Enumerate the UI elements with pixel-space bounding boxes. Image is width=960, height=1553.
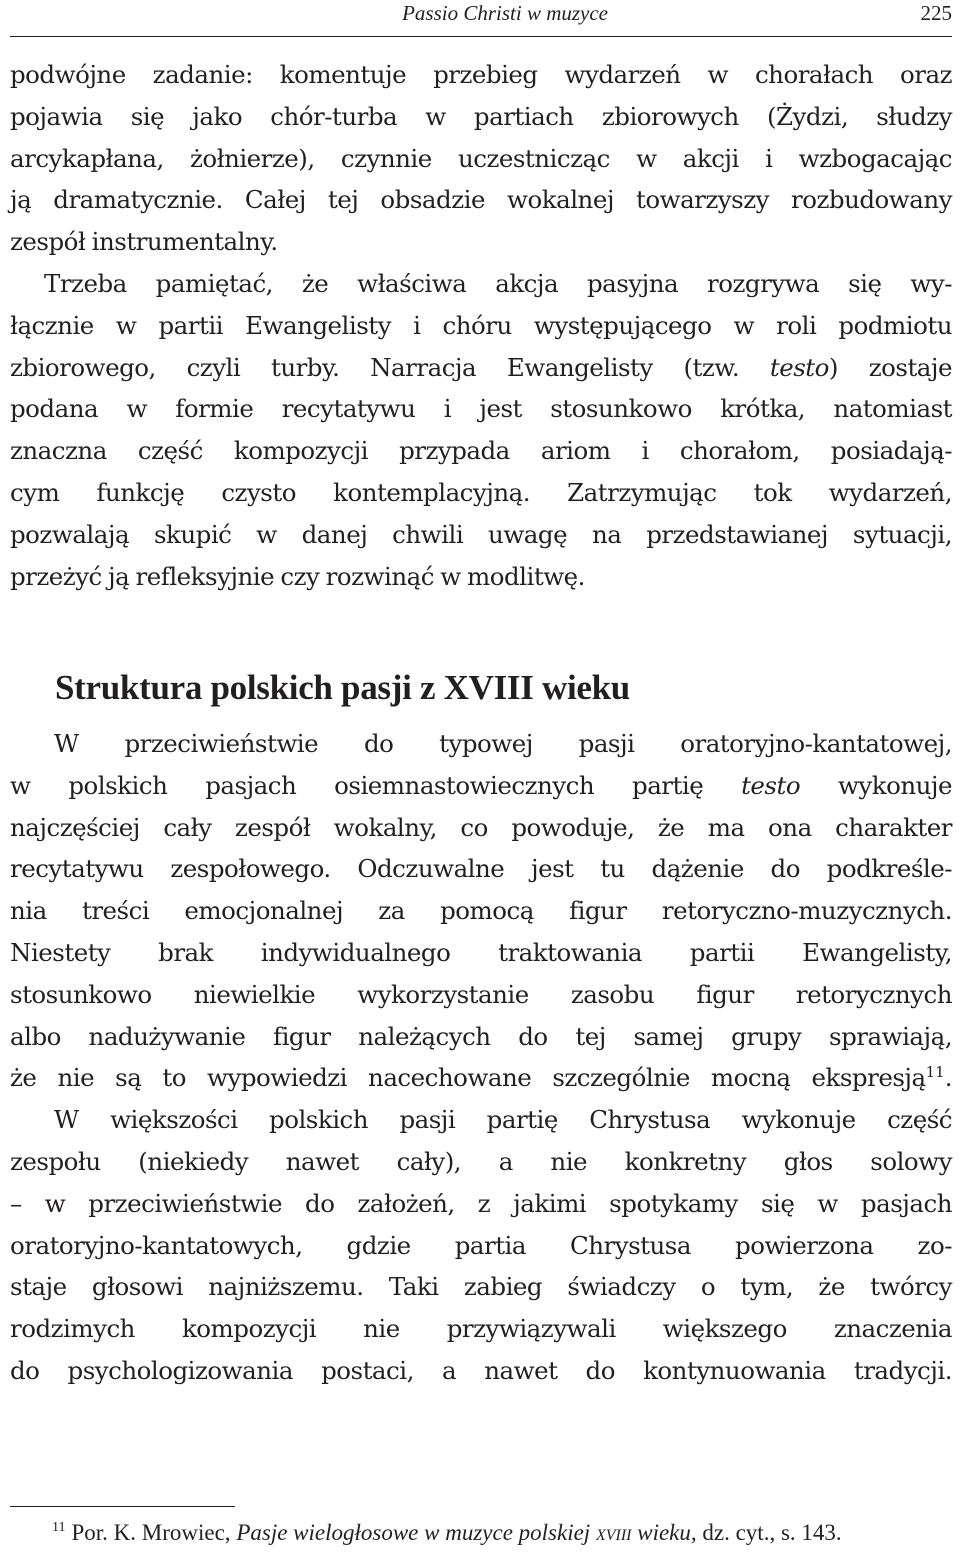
footnote-reference[interactable]: 11 [925, 1063, 945, 1082]
running-title: Passio Christi w muzyce [402, 1, 608, 25]
text-line: rodzimych kompozycji nie przywiązywali większego znaczenia [10, 1314, 952, 1344]
footnote-lead: Por. K. Mrowiec, [71, 1520, 237, 1545]
text-line: najczęściej cały zespół wokalny, co powoduje, że ma ona charakter [10, 812, 952, 842]
text-line: recytatywu zespołowego. Odczuwalne jest tu dążenie do podkreśle- [10, 854, 952, 884]
text-line: cym funkcję czysto kontemplacyjną. Zatrzymując tok wydarzeń, [10, 477, 952, 507]
text-line: pozwalają skupić w danej chwili uwagę na przedstawianej sytuacji, [10, 519, 952, 549]
text-line: arcykapłana, żołnierze), czynnie uczestnicząc w akcji i wzbogacając [10, 143, 952, 173]
italic-term: testo [769, 352, 829, 382]
text-run: w polskich pasjach osiemnastowiecznych partię [10, 770, 742, 800]
text-line: do psychologizowania postaci, a nawet do kontynuowania tradycji. [10, 1355, 952, 1385]
text-line [10, 1099, 952, 1141]
footnote-number: 11 [52, 1520, 66, 1535]
text-line: przeżyć ją refleksyjnie czy rozwinąć w modlitwę. [10, 561, 585, 591]
text-line: łącznie w partii Ewangelisty i chóru występującego w roli podmiotu [10, 310, 952, 340]
page-number: 225 [920, 1, 952, 25]
text-run: że nie są to wypowiedzi nacechowane szczególnie mocną ekspresją [10, 1063, 926, 1093]
footnote [52, 1518, 842, 1548]
text-line [10, 723, 952, 765]
text-run: ) zostaje [828, 352, 952, 382]
text-line: staje głosowi najniższemu. Taki zabieg świadczy o tym, że twórcy [10, 1272, 952, 1302]
text-line: znaczna część kompozycji przypada ariom i chorałom, posiadają- [10, 436, 952, 466]
text-line [10, 347, 952, 389]
text-line [10, 263, 952, 305]
text-line: Niestety brak indywidualnego traktowania partii Ewangelisty, [10, 937, 952, 967]
text-line [10, 1057, 952, 1099]
text-line: oratoryjno-kantatowych, gdzie partia Chrystusa powierzona zo- [10, 1230, 952, 1260]
header-rule [10, 36, 952, 37]
footnote-title-part: Pasje wielogłosowe w muzyce polskiej [236, 1520, 596, 1545]
footnote-title-part: wieku [631, 1520, 691, 1545]
indent-text: Trzeba pamiętać, że właściwa akcja pasyjna rozgrywa się wy- [44, 268, 952, 298]
indent-text: W większości polskich pasji partię Chrystusa wykonuje część [54, 1105, 952, 1135]
text-run: wykonuje [800, 770, 953, 800]
text-run: zbiorowego, czyli turby. Narracja Ewangelisty (tzw. [10, 352, 770, 382]
text-line: zespół instrumentalny. [10, 227, 278, 257]
text-line: – w przeciwieństwie do założeń, z jakimi spotykamy się w pasjach [10, 1188, 952, 1218]
section-heading: Struktura polskich pasji z XVIII wieku [55, 668, 630, 707]
text-line: podwójne zadanie: komentuje przebieg wydarzeń w chorałach oraz [10, 60, 952, 89]
text-line: pojawia się jako chór-turba w partiach zbiorowych (Żydzi, słudzy [10, 101, 952, 131]
text-run: . [944, 1063, 952, 1093]
text-line: podana w formie recytatywu i jest stosunkowo krótka, natomiast [10, 394, 952, 424]
text-line: nia treści emocjonalnej za pomocą figur retoryczno-muzycznych. [10, 896, 952, 926]
paragraph-block-2 [10, 723, 952, 1392]
paragraph-block-1 [10, 54, 952, 597]
text-line [10, 765, 952, 807]
footnote-title-century: xviii [595, 1520, 632, 1545]
running-head [0, 0, 960, 40]
text-line: stosunkowo niewielkie wykorzystanie zasobu figur retorycznych [10, 979, 952, 1009]
footnote-tail: , dz. cyt., s. 143. [690, 1520, 842, 1545]
footnote-title [236, 1520, 691, 1545]
footnote-rule [10, 1506, 235, 1507]
indent-text: W przeciwieństwie do typowej pasji oratoryjno-kantatowej, [54, 729, 952, 758]
text-line: albo nadużywanie figur należących do tej samej grupy sprawiają, [10, 1021, 952, 1051]
italic-term: testo [741, 770, 801, 800]
text-line: ją dramatycznie. Całej tej obsadzie wokalnej towarzyszy rozbudowany [10, 185, 952, 215]
text-line: zespołu (niekiedy nawet cały), a nie konkretny głos solowy [10, 1146, 952, 1176]
